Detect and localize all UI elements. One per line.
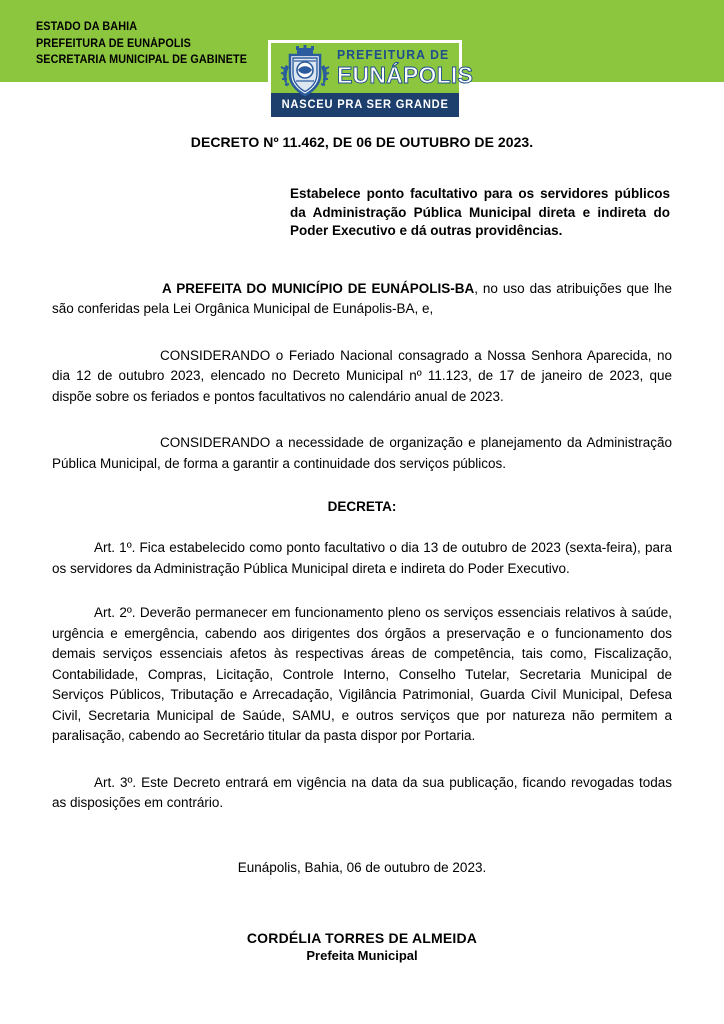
signatory-name: CORDÉLIA TORRES DE ALMEIDA (246, 929, 478, 946)
preamble-authority: A PREFEITA DO MUNICÍPIO DE EUNÁPOLIS-BA (162, 280, 475, 296)
org-line-secretaria: SECRETARIA MUNICIPAL DE GABINETE (36, 54, 248, 66)
org-line-estado: ESTADO DA BAHIA (36, 21, 138, 33)
article-1-paragraph: Art. 1º. Fica estabelecido como ponto facultativo o dia 13 de outubro de 2023 (sexta-feira), para os servidores da Administração Pública Municipal direta e indireta do Poder Executivo. (52, 540, 672, 576)
considerando-paragraph-1: CONSIDERANDO o Feriado Nacional consagrado a Nossa Senhora Aparecida, no dia 12 de outubro 2023, elencado no Decreto Municipal nº 11.123, de 17 de janeiro de 2023, que dispõe sobre os feriados e pontos facultativos no calendário anual de 2023. (52, 347, 672, 404)
logo-line-eunapolis: EUNÁPOLIS (337, 62, 473, 88)
decree-title: DECRETO Nº 11.462, DE 06 DE OUTUBRO DE 2023. (190, 134, 534, 150)
document-body (0, 82, 724, 963)
logo-slogan-text: NASCEU PRA SER GRANDE (281, 99, 449, 111)
preamble-rest: , no uso das atribuições que lhe são conferidas pela Lei Orgânica Municipal de Eunápolis-BA, e, (52, 280, 672, 316)
preamble-paragraph (52, 279, 672, 320)
signature-block (0, 930, 724, 963)
considerando-paragraph-2: CONSIDERANDO a necessidade de organização e planejamento da Administração Pública Municipal, de forma a garantir a continuidade dos serviços públicos. (52, 435, 672, 471)
logo-line-prefeitura-de: PREFEITURA DE (337, 48, 450, 62)
article-3-paragraph: Art. 3º. Este Decreto entrará em vigência na data da sua publicação, ficando revogadas todas as disposições em contrário. (52, 774, 672, 810)
place-and-date: Eunápolis, Bahia, 06 de outubro de 2023. (237, 859, 487, 875)
decree-summary: Estabelece ponto facultativo para os servidores públicos da Administração Pública Municipal direta e indireta do Poder Executivo e dá outras providências. (290, 186, 670, 238)
article-2-paragraph: Art. 2º. Deverão permanecer em funcionamento pleno os serviços essenciais relativos à saúde, urgência e emergência, cabendo aos dirigentes dos órgãos a preservação e o funcionamento dos demais serviços essenciais afetos às respectivas áreas de competência, tais como, Fiscalização, Contabilidade, Compras, Licitação, Controle Interno, Conselho Tutelar, Secretaria Municipal de Serviços Públicos, Tributação e Arrecadação, Vigilância Patrimonial, Guarda Civil Municipal, Defesa Civil, Secretaria Municipal de Saúde, SAMU, e outros serviços que por natureza não permitem a paralisação, cabendo ao Secretário titular da pasta dispor por Portaria. (52, 605, 672, 743)
signatory-role: Prefeita Municipal (306, 947, 418, 963)
org-line-prefeitura: PREFEITURA DE EUNÁPOLIS (36, 37, 191, 50)
organization-heading (36, 19, 260, 69)
decreta-label: DECRETA: (327, 499, 397, 514)
